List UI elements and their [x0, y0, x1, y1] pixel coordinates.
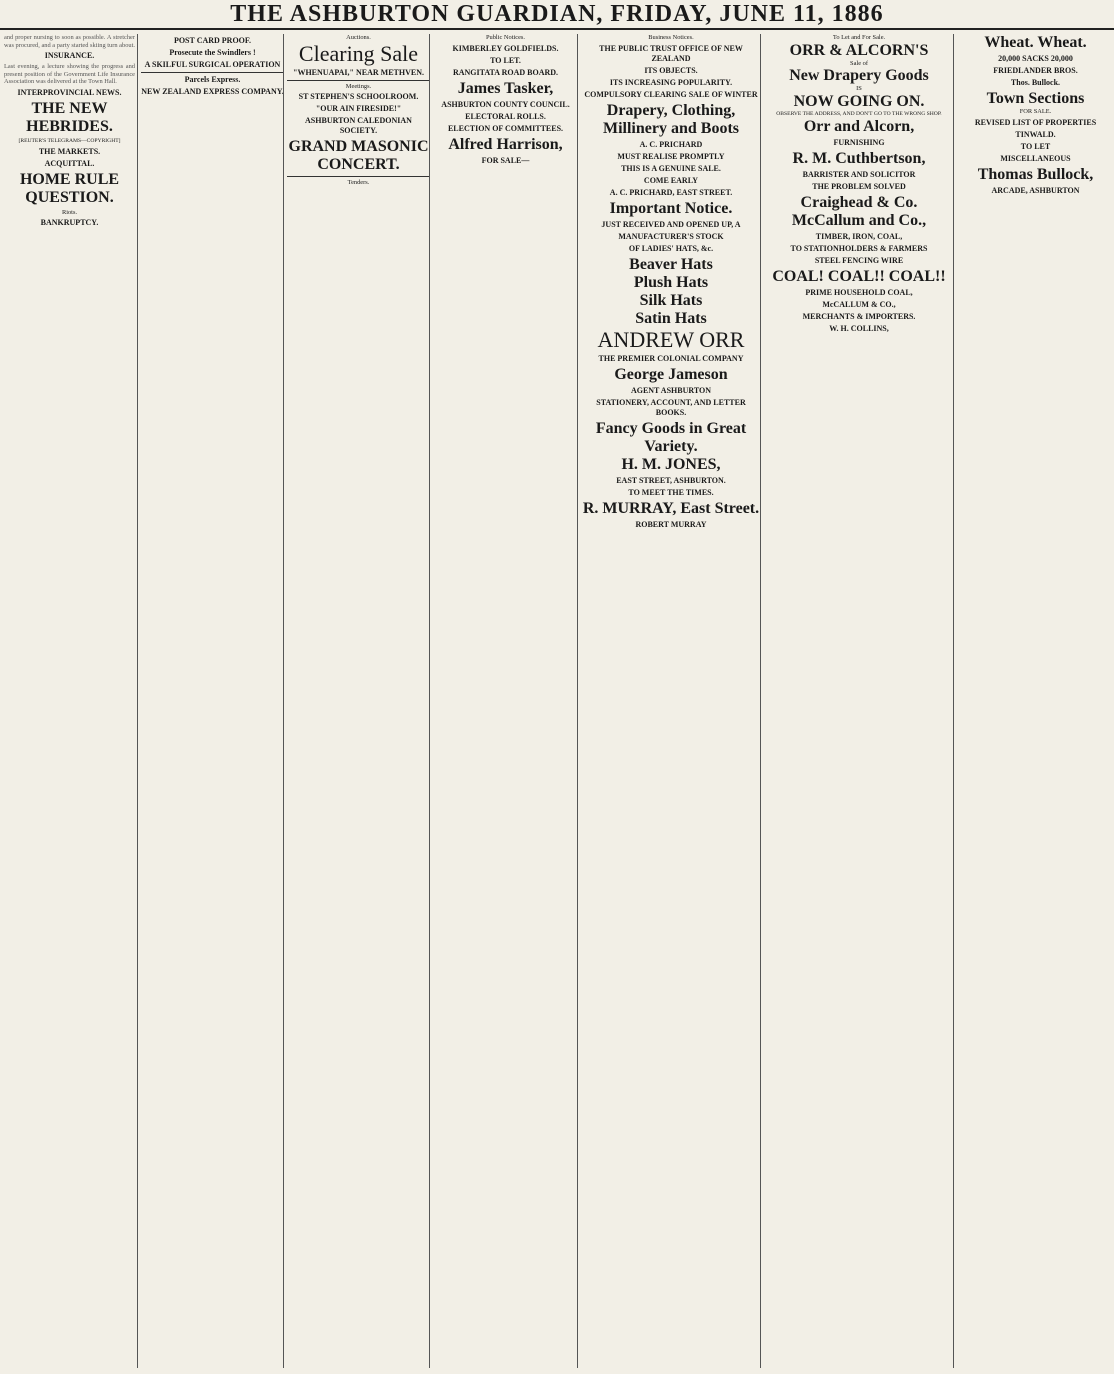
ad-subheading: MANUFACTURER'S STOCK [618, 231, 724, 241]
ad-headline: GRAND MASONIC CONCERT. [288, 138, 429, 174]
ad-subheading: OF LADIES' HATS, &c. [628, 243, 714, 253]
ad-subheading: W. H. COLLINS, [829, 323, 889, 333]
ad-headline: Clearing Sale [298, 40, 419, 66]
body-text: and proper nursing to soon as possible. A stretcher was procured, and a party started skiing turn about. [4, 34, 135, 49]
ad-headline: Craighead & Co. [800, 193, 918, 211]
ad-headline: NOW GOING ON. [793, 92, 925, 110]
column-4 [429, 34, 578, 1368]
ad-subheading: A. C. PRICHARD [639, 139, 703, 149]
ad-subheading: TO MEET THE TIMES. [628, 487, 714, 497]
ad-text: Sale of [850, 59, 868, 67]
ad-subheading: MERCHANTS & IMPORTERS. [802, 311, 916, 321]
section-heading: ACQUITTAL. [44, 158, 95, 168]
section-heading: POST CARD PROOF. [173, 36, 252, 45]
ad-subheading: TO LET [1020, 141, 1051, 151]
ad-headline: Thomas Bullock, [977, 165, 1094, 183]
ad-headline: ORR & ALCORN'S [789, 41, 929, 59]
ad-subheading: ELECTORAL ROLLS. [465, 111, 546, 121]
ad-subheading: JUST RECEIVED AND OPENED UP, A [601, 219, 741, 229]
ad-subheading: TINWALD. [1015, 129, 1056, 139]
ad-subheading: "OUR AIN FIRESIDE!" [315, 104, 402, 114]
ad-subheading: BARRISTER AND SOLICITOR [802, 169, 916, 179]
ad-subheading: A. C. PRICHARD, EAST STREET. [609, 187, 733, 197]
section-heading: NEW ZEALAND EXPRESS COMPANY. [141, 87, 284, 96]
ad-subheading: THE PREMIER COLONIAL COMPANY [598, 353, 744, 363]
ad-headline: Silk Hats [639, 291, 703, 309]
ad-headline: R. M. Cuthbertson, [792, 149, 926, 167]
ad-subheading: EAST STREET, ASHBURTON. [616, 475, 726, 485]
ad-subheading: McCALLUM & CO., [822, 299, 896, 309]
section-heading: Prosecute the Swindlers ! [169, 48, 256, 57]
section-label: Auctions. [346, 34, 371, 41]
ad-subheading: COMPULSORY CLEARING SALE OF WINTER [584, 89, 758, 99]
ad-subheading: TO STATIONHOLDERS & FARMERS [790, 243, 928, 253]
ad-headline: George Jameson [614, 365, 728, 383]
column-1 [4, 34, 135, 1368]
ad-subheading: THE PROBLEM SOLVED [812, 181, 906, 191]
section-label: Public Notices. [485, 34, 526, 41]
ad-subheading: "WHENUAPAI," NEAR METHVEN. [293, 67, 424, 77]
divider [141, 72, 284, 73]
section-heading: Parcels Express. [184, 75, 241, 84]
ad-text: IS [856, 85, 862, 93]
ad-subheading: ASHBURTON COUNTY COUNCIL. [441, 99, 570, 109]
section-heading: INTERPROVINCIAL NEWS. [17, 87, 122, 97]
masthead [0, 0, 1114, 30]
ad-subheading: AGENT ASHBURTON [630, 385, 712, 395]
column-7 [953, 34, 1114, 1368]
ad-subheading: RANGITATA ROAD BOARD. [452, 67, 559, 77]
ad-headline: COAL! COAL!! COAL!! [772, 267, 946, 285]
ad-subheading: THE PUBLIC TRUST OFFICE OF NEW ZEALAND [599, 43, 743, 63]
masthead-title: THE ASHBURTON GUARDIAN, FRIDAY, JUNE 11, 1886 [230, 0, 884, 27]
ad-subheading: FOR SALE— [481, 155, 530, 165]
ad-subheading: KIMBERLEY GOLDFIELDS. [452, 43, 559, 53]
ad-subheading: STATIONERY, ACCOUNT, AND LETTER BOOKS. [596, 397, 746, 417]
ad-headline: New Drapery Goods [789, 67, 929, 85]
divider [287, 80, 430, 81]
ad-headline: James Tasker, [457, 79, 554, 97]
divider [287, 176, 430, 177]
ad-headline: ANDREW ORR [597, 326, 745, 352]
section-label: Tenders. [347, 179, 370, 187]
ad-subheading: MISCELLANEOUS [1000, 153, 1071, 163]
ad-subheading: FURNISHING [833, 137, 885, 147]
ad-subheading: COME EARLY [643, 175, 699, 185]
ad-headline: Important Notice. [609, 199, 733, 217]
ad-subheading: Thos. Bullock. [1010, 78, 1061, 87]
ad-subheading: STEEL FENCING WIRE [814, 255, 904, 265]
column-6 [760, 34, 954, 1368]
ad-subheading: ST STEPHEN'S SCHOOLROOM. [298, 92, 419, 102]
section-heading: HOME RULE QUESTION. [19, 170, 120, 206]
ad-headline: Alfred Harrison, [448, 135, 563, 153]
ad-subheading: REVISED LIST OF PROPERTIES [974, 117, 1097, 127]
column-3 [283, 34, 430, 1368]
ad-headline: Orr and Alcorn, [803, 117, 915, 135]
ad-subheading: ITS INCREASING POPULARITY. [609, 77, 733, 87]
ad-subheading: ROBERT MURRAY [635, 519, 707, 529]
ad-subheading: MUST REALISE PROMPTLY [617, 151, 725, 161]
ad-headline: McCallum and Co., [791, 211, 927, 229]
ad-subheading: PRIME HOUSEHOLD COAL, [805, 287, 913, 297]
section-heading: A SKILFUL SURGICAL OPERATION [144, 60, 281, 69]
ad-headline: Satin Hats [635, 309, 707, 327]
section-heading: INSURANCE. [44, 51, 95, 61]
ad-subheading: ARCADE, ASHBURTON [991, 185, 1080, 195]
ad-subheading: ITS OBJECTS. [644, 65, 698, 75]
ad-text: FOR SALE. [1019, 108, 1052, 115]
ad-subheading: 20,000 SACKS 20,000 [998, 54, 1073, 63]
ad-subheading: TO LET. [490, 55, 521, 65]
ad-headline: Town Sections [986, 90, 1085, 107]
ad-subheading: FRIEDLANDER BROS. [993, 66, 1078, 75]
section-label: To Let and For Sale. [832, 34, 886, 41]
ad-subheading: ELECTION OF COMMITTEES. [447, 123, 564, 133]
ad-headline: R. MURRAY, East Street. [582, 499, 760, 517]
section-heading: THE MARKETS. [38, 146, 101, 156]
ad-subheading: TIMBER, IRON, COAL, [815, 231, 903, 241]
ad-headline: Drapery, Clothing, Millinery and Boots [602, 101, 739, 137]
ad-subheading: ASHBURTON CALEDONIAN SOCIETY. [305, 116, 412, 136]
ad-headline: Beaver Hats [629, 255, 713, 273]
ad-text: OBSERVE THE ADDRESS, AND DON'T GO TO THE WRONG SHOP. [776, 110, 942, 117]
subheading: [REUTER'S TELEGRAMS—COPYRIGHT] [18, 137, 121, 144]
column-2 [137, 34, 284, 1368]
ad-headline: H. M. JONES, [621, 455, 721, 473]
section-heading: THE NEW HEBRIDES. [26, 99, 113, 135]
section-label: Business Notices. [648, 34, 694, 41]
ad-subheading: THIS IS A GENUINE SALE. [621, 163, 721, 173]
section-heading: BANKRUPTCY. [40, 218, 99, 228]
section-label: Meetings. [345, 82, 372, 90]
column-5 [577, 34, 761, 1368]
subheading: Riots. [61, 208, 78, 216]
body-text: Last evening, a lecture showing the progress and present position of the Government Life Insurance Association was delivered at the Town Hall. [4, 63, 135, 86]
ad-headline: Plush Hats [633, 273, 709, 291]
ad-headline: Wheat. Wheat. [984, 34, 1087, 51]
ad-headline: Fancy Goods in Great Variety. [595, 419, 747, 455]
